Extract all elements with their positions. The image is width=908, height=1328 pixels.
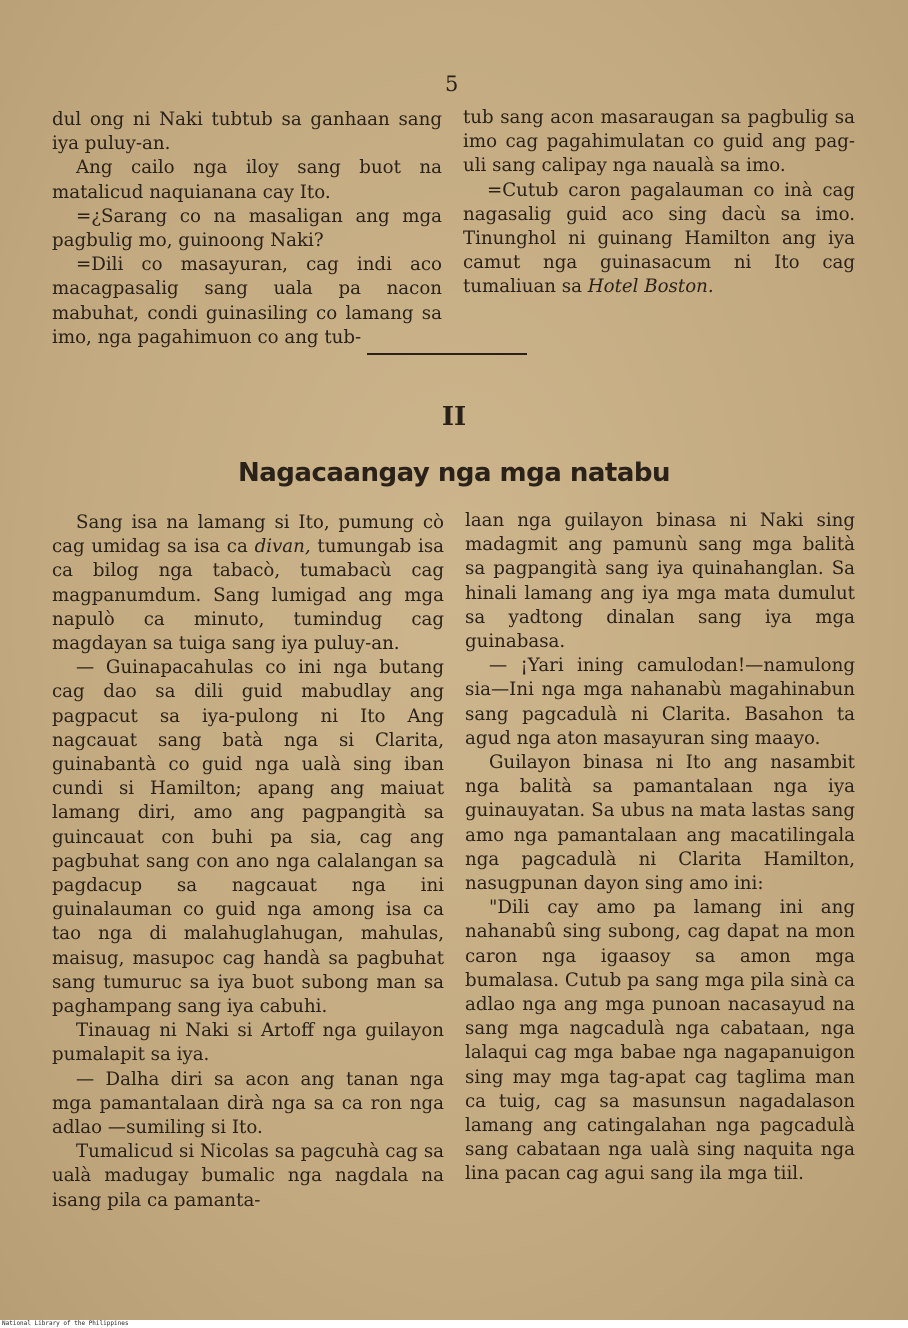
paragraph: Tumalicud si Nicolas sa pagcuhà cag sa ualà madugay bumalic nga nagdala na isang pila ca pamanta- — [52, 1141, 444, 1211]
paragraph: "Dili cay amo pa lamang ini ang nahanabû sing subong, cag dapat na mon caron nga igaasoy sa amon mga bumalasa. Cutub pa sang mga pila sinà ca adlao nga ang mga punoan nacasayud na sang mga nagcadulà nga cabataan, nga lalaqui cag mga babae nga nagapanuigon sing may mga tag-apat cag taglima man ca tuig, cag sa masunsun nagadalason lamang ang catingalahan nga pagcadulà sang cabataan nga ualà sing naquita nga lina pacan cag agui sang ila mga tiil. — [465, 897, 855, 1185]
chapter-title: Nagacaangay nga mga natabu — [238, 458, 670, 488]
hotel-name: Hotel Boston. — [587, 276, 714, 298]
paragraph-text: tumungab isa ca bilog nga tabacò, tumabacù cag magpanumdum. Sang lumigad ang mga napulò ca minuto, tumindug cag magdayan sa tuiga sang iya puluy-an. — [52, 536, 444, 655]
bottom-left-column — [52, 511, 444, 1213]
paragraph: — Dalha diri sa acon ang tanan nga mga pamantalaan dirà nga sa ca ron nga adlao —sumiling si Ito. — [52, 1068, 444, 1139]
paragraph: =¿Sarang co na masaligan ang mga pagbulig mo, guinoong Naki? — [52, 205, 442, 252]
paragraph: laan nga guilayon binasa ni Naki sing madagmit ang pamunù sang mga balità sa pagpangità sang iya quinahanglan. Sa hinali lamang ang iya mga mata dumulut sa yadtong dinalan sang iya mga guinabasa. — [465, 510, 855, 653]
bottom-right-column — [465, 509, 855, 1187]
paragraph: dul ong ni Naki tubtub sa ganhaan sang iya puluy-an. — [52, 109, 442, 155]
section-divider — [367, 353, 527, 355]
paragraph: Ang cailo nga iloy sang buot na matalicud naquianana cay Ito. — [52, 157, 442, 203]
paragraph-text: =Cutub caron pagalauman co inà cag nagasalig guid aco sing dacù sa imo. Tinunghol ni guinang Hamilton ang iya camut nga guinasacum ni Ito cag tumaliuan sa — [463, 179, 855, 298]
paragraph: — ¡Yari ining camulodan!—namulong sia—Ini nga mga nahanabù magahinabun sang pagcadulà ni Clarita. Basahon ta agud nga aton masayuran sing maayo. — [465, 655, 855, 749]
top-left-column — [52, 108, 442, 350]
paragraph: — Guinapacahulas co ini nga butang cag dao sa dili guid mabudlay ang pagpacut sa iya-pulong ni Ito Ang nagcauat sang batà nga si Clarita, guinabantà co guid nga ualà sing iban cundi si Hamilton; apang ang maiuat lamang diri, amo ang pagpangità sa guincauat con buhi pa sia, cag ang pagbuhat sang con ano nga calalangan sa pagdacup sa nagcauat nga ini guinalauman co guid nga among isa ca tao nga di malahuglahugan, mahulas, maisug, masupoc cag handà sa pagbuhat sang tumuruc sa iya buot subong man sa paghampang sang iya cabuhi. — [52, 657, 444, 1018]
footer-credit: National Library of the Philippines — [2, 1320, 129, 1327]
emphasized-word: divan, — [254, 536, 311, 558]
chapter-number: II — [441, 402, 467, 432]
paragraph — [52, 511, 444, 656]
paragraph: Guilayon binasa ni Ito ang nasambit nga balità sa pamantalaan nga iya guinauyatan. Sa ubus na mata lastas sang amo nga pamantalaan ang macatilingala nga pagcadulà ni Clarita Hamilton, nasugpunan dayon sing amo ini: — [465, 752, 855, 895]
paragraph — [463, 179, 855, 300]
footer-bar — [0, 1320, 908, 1328]
page-number: 5 — [445, 72, 459, 96]
paragraph: Tinauag ni Naki si Artoff nga guilayon pumalapit sa iya. — [52, 1020, 444, 1066]
paragraph: =Dili co masayuran, cag indi aco macagpasalig sang uala pa nacon mabuhat, condi guinasiling co lamang sa imo, nga pagahimuon co ang tub- — [52, 254, 442, 348]
paragraph: tub sang acon masaraugan sa pagbulig sa imo cag pagahimulatan co guid ang pag-uli sang calipay nga naualà sa imo. — [463, 107, 855, 177]
top-right-column — [463, 106, 855, 300]
paragraph-text: Sang isa na lamang si Ito, pumung cò cag umidag sa isa ca — [52, 512, 444, 558]
